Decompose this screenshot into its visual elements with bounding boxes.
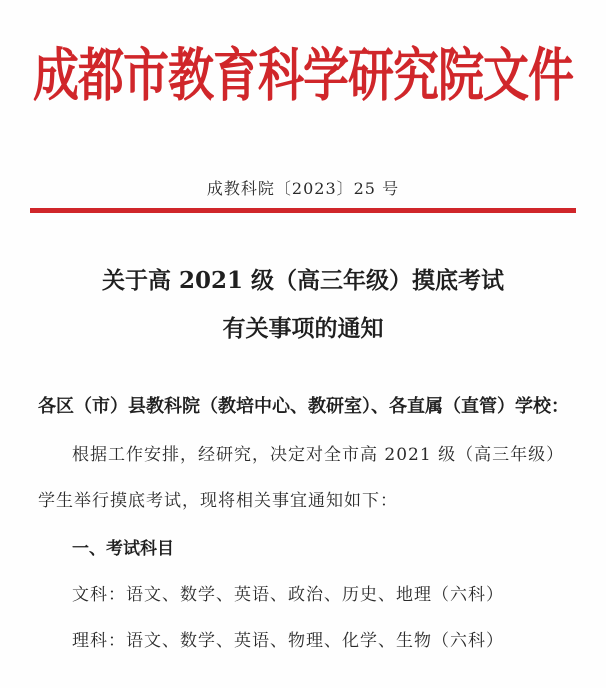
- salutation: 各区（市）县教科院（教培中心、教研室）、各直属（直管）学校：: [38, 396, 569, 417]
- body-text-line-2: 学生举行摸底考试，现将相关事宜通知如下：: [38, 491, 398, 511]
- issuer-header: 成都市教育科学研究院文件: [33, 41, 573, 109]
- document-number: 成教科院〔2023〕25 号: [206, 179, 400, 198]
- body-text-line-1: 根据工作安排，经研究，决定对全市高 2021 级（高三年级）: [72, 445, 565, 465]
- notice-title-line-1: 关于高 2021 级（高三年级）摸底考试: [101, 267, 505, 294]
- section-heading-exam-subjects: 一、考试科目: [72, 539, 174, 559]
- red-divider-rule: [30, 208, 576, 213]
- arts-subjects-line: 文科：语文、数学、英语、政治、历史、地理（六科）: [72, 585, 504, 605]
- science-subjects-line: 理科：语文、数学、英语、物理、化学、生物（六科）: [72, 631, 504, 651]
- notice-title-line-2: 有关事项的通知: [222, 315, 384, 342]
